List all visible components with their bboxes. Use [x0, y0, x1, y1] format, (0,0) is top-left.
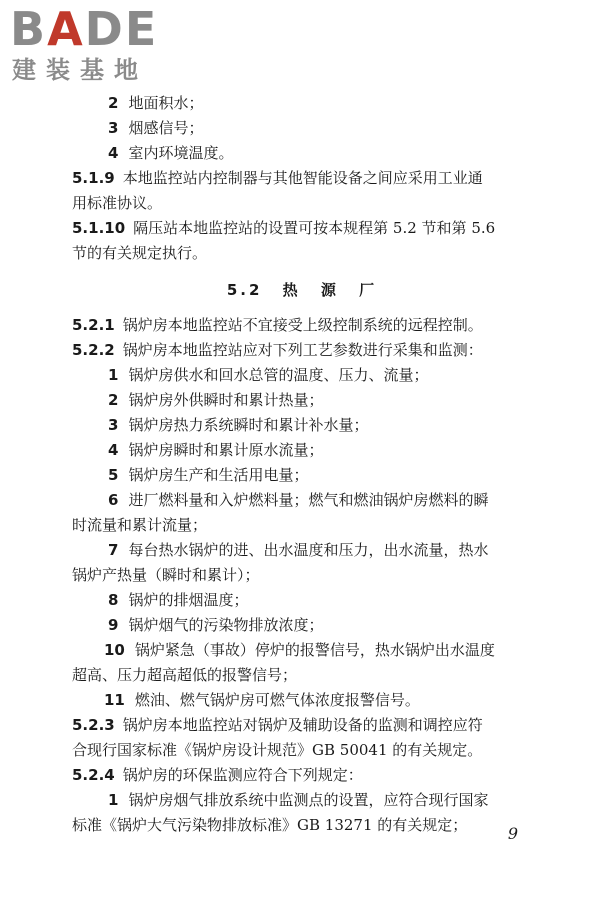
- clause-5-2-1: 5.2.1 锅炉房本地监控站不宜接受上级控制系统的远程控制。: [72, 316, 483, 334]
- clause-5-1-9: 5.1.9 本地监控站内控制器与其他智能设备之间应采用工业通 用标准协议。: [72, 169, 483, 212]
- list-item: 6 进厂燃料量和入炉燃料量；燃气和燃油锅炉房燃料的瞬 时流量和累计流量；: [72, 491, 489, 534]
- list-item: 7 每台热水锅炉的进、出水温度和压力，出水流量，热水 锅炉产热量（瞬时和累计）；: [72, 541, 489, 584]
- page-number: 9: [507, 824, 518, 843]
- list-item: 1 锅炉房供水和回水总管的温度、压力、流量；: [108, 366, 429, 384]
- list-item: 5 锅炉房生产和生活用电量；: [108, 466, 309, 484]
- clause-5-2-4: 5.2.4 锅炉房的环保监测应符合下列规定：: [72, 766, 363, 784]
- list-item: 8 锅炉的排烟温度；: [108, 591, 249, 609]
- page-body: [72, 91, 532, 838]
- list-item: 3 烟感信号；: [108, 119, 204, 137]
- list-item: 3 锅炉房热力系统瞬时和累计补水量；: [108, 416, 369, 434]
- clause-5-2-2: 5.2.2 锅炉房本地监控站应对下列工艺参数进行采集和监测：: [72, 341, 483, 359]
- list-item: 4 锅炉房瞬时和累计原水流量；: [108, 441, 324, 459]
- list-item: 4 室内环境温度。: [108, 144, 234, 162]
- list-item: 1 锅炉房烟气排放系统中监测点的设置，应符合现行国家 标准《锅炉大气污染物排放标准》GB 13271 的有关规定；: [72, 791, 489, 834]
- clause-5-2-3: 5.2.3 锅炉房本地监控站对锅炉及辅助设备的监测和调控应符 合现行国家标准《锅炉房设计规范》GB 50041 的有关规定。: [72, 716, 483, 759]
- list-item: 2 锅炉房外供瞬时和累计热量；: [108, 391, 324, 409]
- logo-subtitle: 建装基地: [12, 56, 148, 84]
- list-item: 10 锅炉紧急（事故）停炉的报警信号，热水锅炉出水温度 超高、压力超高超低的报警信号；: [72, 641, 495, 684]
- list-item: 2 地面积水；: [108, 94, 204, 112]
- logo-wordmark: BADE: [10, 2, 159, 56]
- clause-5-1-10: 5.1.10 隔压站本地监控站的设置可按本规程第 5.2 节和第 5.6 节的有关规定执行。: [72, 219, 496, 262]
- bade-logo: [10, 2, 190, 86]
- section-heading: 5.2 热 源 厂: [226, 281, 378, 299]
- list-item: 11 燃油、燃气锅炉房可燃气体浓度报警信号。: [104, 691, 420, 709]
- list-item: 9 锅炉烟气的污染物排放浓度；: [108, 616, 324, 634]
